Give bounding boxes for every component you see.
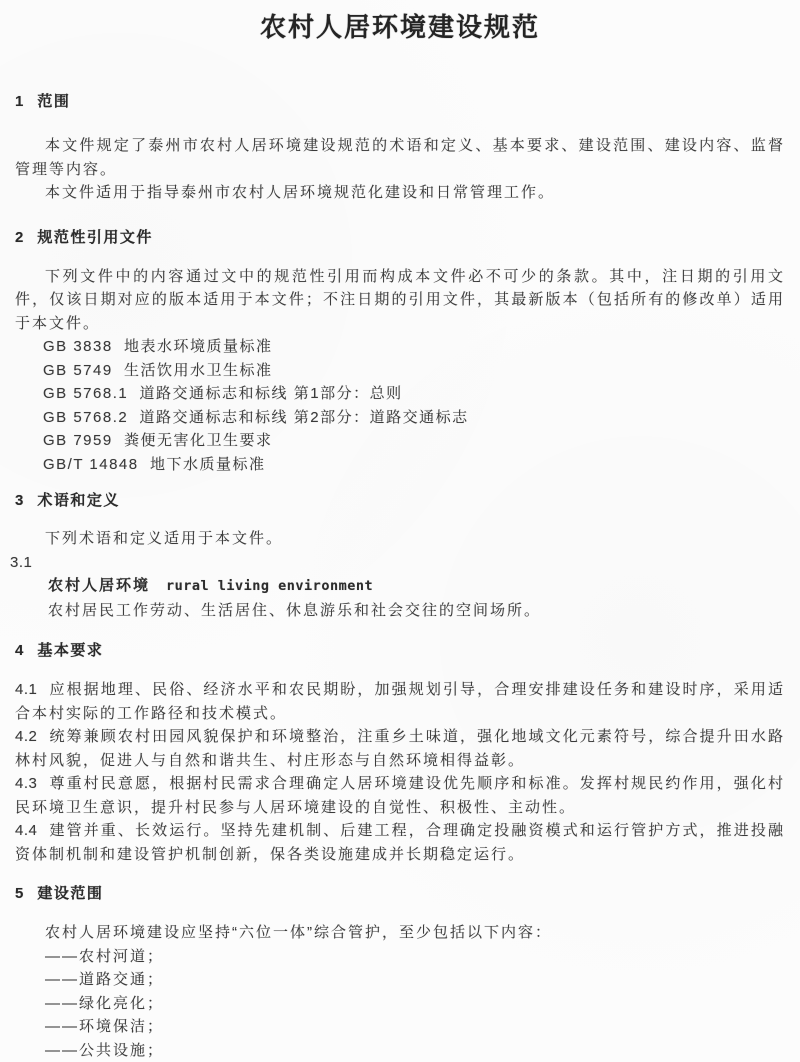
section-5-heading <box>15 883 785 905</box>
reference-item: GB 5768.2 道路交通标志和标线 第2部分：道路交通标志 <box>43 406 785 430</box>
section-3-heading <box>15 490 785 512</box>
section-1-heading <box>15 91 785 113</box>
clause-4-3 <box>15 772 785 819</box>
section-3-number: 3 <box>15 492 23 509</box>
scope-item: ——公共设施； <box>45 1039 785 1062</box>
term-chinese: 农村人居环境 <box>48 577 150 594</box>
section-1-number: 1 <box>15 93 23 110</box>
clause-number: 4.4 <box>15 822 37 839</box>
section-4-clauses <box>15 678 785 866</box>
reference-item: GB 7959 粪便无害化卫生要求 <box>43 429 785 453</box>
clause-text: 应根据地理、民俗、经济水平和农民期盼，加强规划引导，合理安排建设任务和建设时序，采用适合本村实际的工作路径和技术模式。 <box>15 681 785 722</box>
reference-item: GB/T 14848 地下水质量标准 <box>43 453 785 477</box>
section-5-number: 5 <box>15 885 23 902</box>
section-5-intro: 农村人居环境建设应坚持“六位一体”综合管护，至少包括以下内容： <box>15 921 785 945</box>
section-1-title: 范围 <box>37 93 70 110</box>
clause-number: 4.3 <box>15 775 37 792</box>
clause-text: 尊重村民意愿，根据村民需求合理确定人居环境建设优先顺序和标准。发挥村规民约作用，强化村民环境卫生意识，提升村民参与人居环境建设的自觉性、积极性、主动性。 <box>15 775 785 816</box>
section-1-paragraph-2: 本文件适用于指导泰州市农村人居环境规范化建设和日常管理工作。 <box>15 181 785 205</box>
clause-number: 4.1 <box>15 681 37 698</box>
clause-4-4 <box>15 819 785 866</box>
clause-text: 建管并重、长效运行。坚持先建机制、后建工程，合理确定投融资模式和运行管护方式，推进投融资体制机制和建设管护机制创新，保各类设施建成并长期稳定运行。 <box>15 822 785 863</box>
scope-item: ——农村河道； <box>45 945 785 969</box>
section-2-intro: 下列文件中的内容通过文中的规范性引用而构成本文件必不可少的条款。其中，注日期的引用文件，仅该日期对应的版本适用于本文件；不注日期的引用文件，其最新版本（包括所有的修改单）适用于本文件。 <box>15 265 785 336</box>
section-2-number: 2 <box>15 229 23 246</box>
construction-scope-list <box>15 945 785 1062</box>
section-5-title: 建设范围 <box>37 885 103 902</box>
section-2-title: 规范性引用文件 <box>37 229 153 246</box>
clause-text: 统筹兼顾农村田园风貌保护和环境整治，注重乡土味道，强化地域文化元素符号，综合提升田水路林村风貌，促进人与自然和谐共生、村庄形态与自然环境相得益彰。 <box>15 728 785 769</box>
clause-4-2 <box>15 725 785 772</box>
scope-item: ——环境保洁； <box>45 1015 785 1039</box>
section-4-title: 基本要求 <box>37 642 103 659</box>
scope-item: ——绿化亮化； <box>45 992 785 1016</box>
section-4-number: 4 <box>15 642 23 659</box>
section-4-heading <box>15 640 785 662</box>
reference-item: GB 5749 生活饮用水卫生标准 <box>43 359 785 383</box>
reference-item: GB 3838 地表水环境质量标准 <box>43 335 785 359</box>
normative-references-list <box>15 335 785 476</box>
section-3-intro: 下列术语和定义适用于本文件。 <box>15 527 785 551</box>
section-1-paragraph-1: 本文件规定了泰州市农村人居环境建设规范的术语和定义、基本要求、建设范围、建设内容、监督管理等内容。 <box>15 134 785 181</box>
scope-item: ——道路交通； <box>45 968 785 992</box>
clause-number: 4.2 <box>15 728 37 745</box>
reference-item: GB 5768.1 道路交通标志和标线 第1部分：总则 <box>43 382 785 406</box>
term-line <box>15 574 785 599</box>
section-2-heading <box>15 227 785 249</box>
term-definition: 农村居民工作劳动、生活居住、休息游乐和社会交往的空间场所。 <box>15 599 785 623</box>
section-3-title: 术语和定义 <box>37 492 120 509</box>
term-entry-number: 3.1 <box>10 551 785 575</box>
document-title: 农村人居环境建设规范 <box>15 8 785 46</box>
term-english: rural living environment <box>166 578 373 594</box>
clause-4-1 <box>15 678 785 725</box>
